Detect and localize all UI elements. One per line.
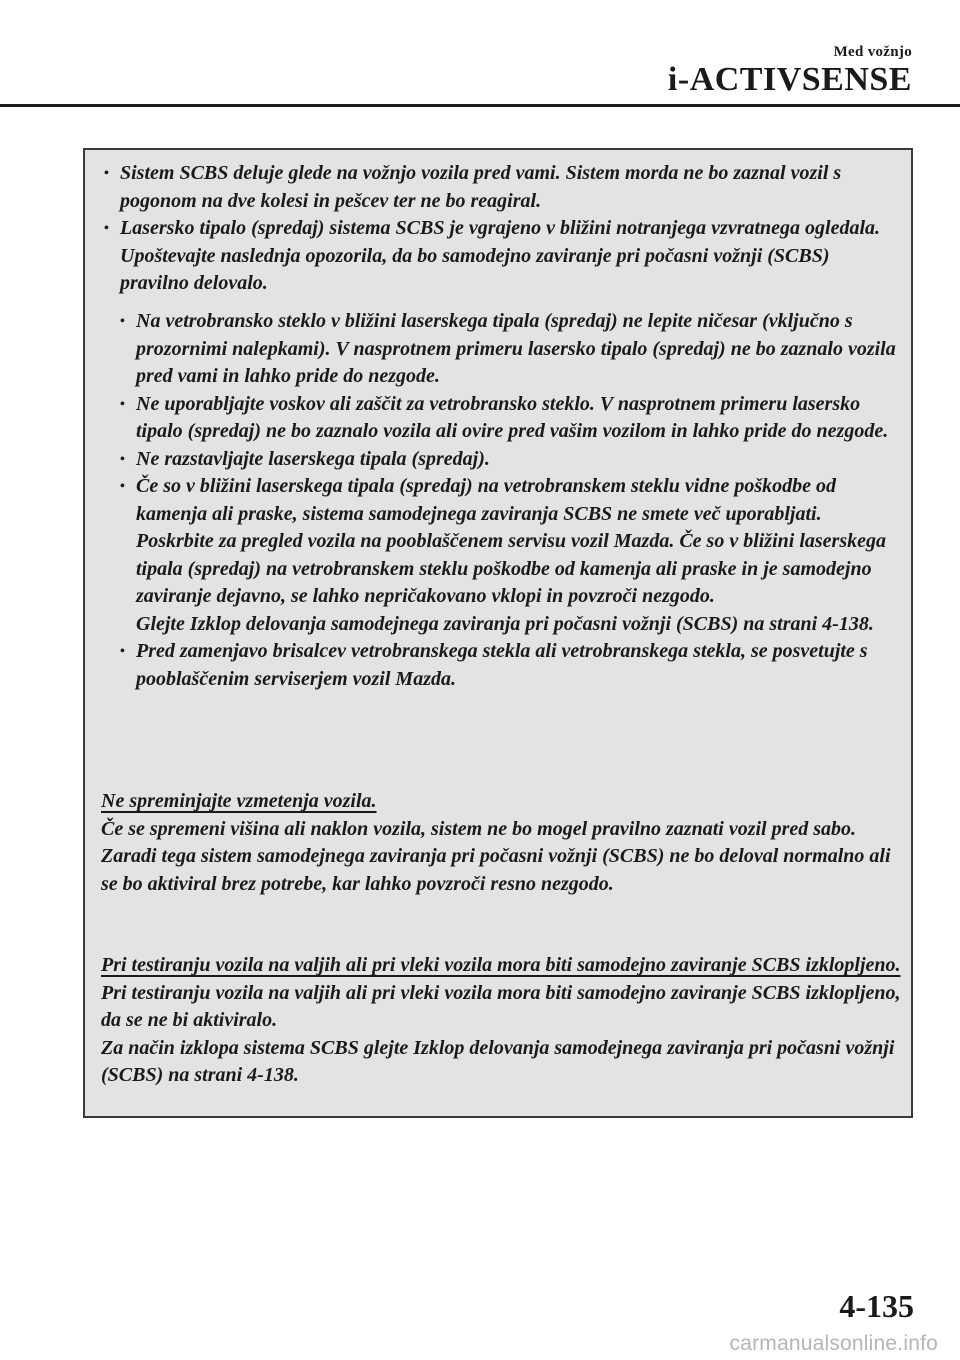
page-header [668, 44, 912, 99]
warning-box [83, 148, 913, 1118]
warning-bullet-text: Sistem SCBS deluje glede na vožnjo vozila pred vami. Sistem morda ne bo zaznal vozil s pogonom na dve kolesi in pešcev ter ne bo reagiral. [120, 162, 842, 212]
chapter-title: i-ACTIVSENSE [667, 61, 912, 98]
dyno-towing-warning-paragraph [101, 952, 901, 1090]
warning-bullet-text: Lasersko tipalo (spredaj) sistema SCBS je vgrajeno v bližini notranjega vzvratnega ogledala. Upoštevajte naslednja opozorila, da bo samodejno zaviranje pri počasni vožnji (SCBS) pravilno delovalo. [120, 217, 881, 294]
bullet-dot-icon: • [104, 166, 109, 181]
warning-bullet-list [101, 160, 891, 298]
warning-sub-bullet-item [117, 446, 897, 474]
suspension-warning-title: Ne spreminjajte vzmetenja vozila. [101, 790, 377, 812]
warning-sub-bullet-item [117, 638, 897, 693]
warning-sub-bullet-item [117, 391, 897, 446]
warning-sub-bullet-item [117, 473, 897, 638]
warning-sub-bullet-text: Ne razstavljajte laserskega tipala (spredaj). [136, 447, 490, 470]
warning-sub-bullet-list [117, 308, 897, 693]
suspension-warning-text: Če se spremeni višina ali naklon vozila, sistem ne bo mogel pravilno zaznati vozil pred sabo. Zaradi tega sistem samodejnega zaviranja pri počasni vožnji (SCBS) ne bo deloval normalno ali se bo aktiviral brez potrebe, kar lahko povzroči resno nezgodo. [101, 817, 891, 895]
warning-sub-bullet-text: Ne uporabljajte voskov ali zaščit za vetrobransko steklo. V nasprotnem primeru lasersko tipalo (spredaj) ne bo zaznalo vozila ali ovire pred vašim vozilom in lahko pride do nezgode. [136, 392, 889, 442]
cross-reference-note: Glejte Izklop delovanja samodejnega zaviranja pri počasni vožnji (SCBS) na strani 4-138. [136, 612, 874, 635]
bullet-dot-icon: • [120, 644, 125, 659]
warning-bullet-item [101, 160, 891, 215]
page-number: 4-135 [839, 1288, 914, 1324]
watermark-text: carmanualsonline.info [729, 1332, 938, 1355]
warning-sub-bullet-text: Če so v bližini laserskega tipala (spredaj) na vetrobranskem steklu vidne poškodbe od kamenja ali praske, sistema samodejnega zaviranja SCBS ne smete več uporabljati. Poskrbite za pregled vozila na pooblaščenem servisu vozil Mazda. Če so v bližini laserskega tipala (spredaj) na vetrobranskem steklu poškodbe od kamenja ali praske in je samodejno zaviranje dejavno, se lahko nepričakovano vklopi in povzroči nezgodo. [136, 475, 886, 607]
warning-sub-bullet-text: Pred zamenjavo brisalcev vetrobranskega stekla ali vetrobranskega stekla, se posvetujte s pooblaščenim serviserjem vozil Mazda. [136, 640, 868, 690]
bullet-dot-icon: • [120, 396, 125, 412]
warning-sub-bullet-item [117, 308, 897, 391]
bullet-dot-icon: • [104, 221, 109, 236]
section-title: Med vožnjo [833, 44, 912, 60]
dyno-towing-warning-text: Pri testiranju vozila na valjih ali pri vleki vozila mora biti samodejno zaviranje SCBS izklopljeno, da se ne bi aktiviralo. [101, 981, 901, 1031]
warning-sub-bullet-text: Na vetrobransko steklo v bližini laserskega tipala (spredaj) ne lepite ničesar (vključno s prozornimi nalepkami). V nasprotnem primeru lasersko tipalo (spredaj) ne bo zaznalo vozila pred vami in lahko pride do nezgode. [136, 310, 896, 387]
warning-bullet-item [101, 215, 891, 298]
disable-instructions-text: Za način izklopa sistema SCBS glejte Izklop delovanja samodejnega zaviranja pri počasni vožnji (SCBS) na strani 4-138. [101, 1036, 895, 1086]
bullet-dot-icon: • [120, 479, 125, 494]
header-rule [0, 104, 960, 107]
bullet-dot-icon: • [120, 314, 125, 329]
bullet-dot-icon: • [120, 451, 125, 467]
suspension-warning-paragraph [101, 788, 901, 898]
dyno-towing-warning-title: Pri testiranju vozila na valjih ali pri vleki vozila mora biti samodejno zaviranje SCBS izklopljeno. [101, 954, 901, 976]
